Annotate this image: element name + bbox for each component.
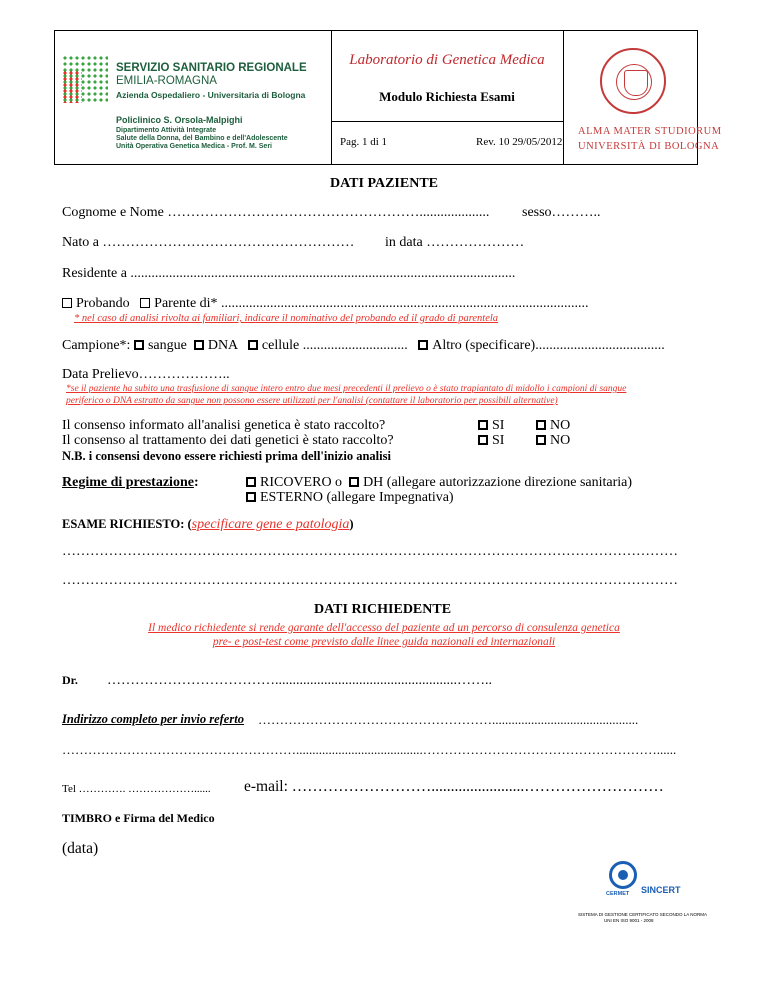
requester-note-line2: pre- e post-test come previsto dalle linee guida nazionali ed internazionali — [212, 636, 556, 648]
relative-field[interactable]: Parente di* ......................................................................................................... — [154, 296, 589, 311]
cermet-logo-icon — [609, 861, 637, 889]
yes-label: SI — [492, 433, 505, 448]
blood-checkbox[interactable] — [134, 340, 144, 350]
exam-line-2[interactable]: …………………………………………………………………………………………………………………… — [62, 573, 678, 588]
email-field[interactable]: e-mail: ………………………........................……………………… — [244, 778, 664, 795]
cert-line2: UNI EN ISO 9001 - 2008 — [604, 918, 654, 923]
consent-question-1: Il consenso informato all'analisi genetica è stato raccolto? — [62, 418, 386, 433]
exam-line-1[interactable]: …………………………………………………………………………………………………………………… — [62, 544, 678, 559]
consent1-yes-checkbox[interactable] — [478, 420, 488, 430]
hospital-name: Policlinico S. Orsola-Malpighi — [116, 115, 243, 125]
esterno-checkbox[interactable] — [246, 492, 256, 502]
cermet-label: CERMET — [606, 891, 630, 897]
page-number: Pag. 1 di 1 — [340, 136, 388, 148]
patient-name-field[interactable]: Cognome e Nome ……………………………………………….................... — [62, 205, 490, 220]
doctor-label: Dr. — [62, 673, 78, 687]
ausl-logo-accent — [62, 70, 82, 103]
proband-row — [62, 296, 589, 312]
proband-checkbox[interactable] — [62, 298, 72, 308]
consent1-no — [536, 418, 570, 434]
cert-line1: SISTEMA DI GESTIONE CERTIFICATO SECONDO LA NORMA — [578, 912, 708, 917]
consent-nb: N.B. i consensi devono essere richiesti prima dell'inizio analisi — [62, 449, 391, 463]
yes-label: SI — [492, 418, 505, 433]
dna-checkbox[interactable] — [194, 340, 204, 350]
address-field[interactable]: ………………………………………………............................................. — [258, 712, 639, 727]
requester-section-title: DATI RICHIEDENTE — [314, 602, 452, 617]
ricovero-label: RICOVERO o — [260, 475, 343, 490]
residence-field[interactable]: Residente a .............................................................................................................. — [62, 266, 516, 281]
regime-label-row — [62, 475, 199, 491]
exam-row: ESAME RICHIESTO: (specificare gene e patologia) — [62, 517, 354, 532]
consent1-no-checkbox[interactable] — [536, 420, 546, 430]
patient-section-title: DATI PAZIENTE — [330, 176, 439, 191]
no-label: NO — [550, 433, 571, 448]
draw-date-field[interactable]: Data Prelievo……………….. — [62, 367, 230, 382]
regime-row1 — [246, 475, 632, 491]
university-line1: ALMA MATER STUDIORUM — [578, 126, 722, 137]
university-seal-icon — [600, 48, 666, 114]
doctor-name-field[interactable]: ………………………………....................................................…….. — [107, 673, 492, 688]
cells-field[interactable]: cellule .............................. — [261, 338, 408, 353]
regime-colon: : — [193, 475, 199, 490]
no-label: NO — [550, 418, 571, 433]
consent2-yes — [478, 433, 504, 449]
revision: Rev. 10 29/05/2012 — [476, 136, 563, 148]
address-field-2[interactable]: ……………………………………………….......................................………………………………………………...... — [62, 742, 677, 757]
blood-label: sangue — [147, 338, 187, 353]
dept-line1: Dipartimento Attività Integrate — [116, 127, 217, 134]
exam-hint: specificare gene e patologia — [191, 517, 350, 532]
address-label: Indirizzo completo per invio referto — [62, 712, 244, 726]
org-line1: SERVIZIO SANITARIO REGIONALE — [116, 62, 307, 74]
relative-checkbox[interactable] — [140, 298, 150, 308]
patient-sex-field[interactable]: sesso……….. — [522, 205, 601, 220]
date-label: (data) — [62, 840, 99, 857]
consent2-no — [536, 433, 570, 449]
requester-note-line1: Il medico richiedente si rende garante dell'accesso del paziente ad un percorso di consulenza genetica — [148, 622, 620, 634]
consent2-no-checkbox[interactable] — [536, 435, 546, 445]
consent-question-2: Il consenso al trattamento dei dati genetici è stato raccolto? — [62, 433, 394, 448]
dh-checkbox[interactable] — [349, 477, 359, 487]
dh-label: DH (allegare autorizzazione direzione sanitaria) — [363, 475, 633, 490]
esterno-label: ESTERNO (allegare Impegnativa) — [260, 490, 454, 505]
sample-row — [62, 338, 665, 354]
birthdate-field[interactable]: in data ………………… — [385, 235, 525, 250]
regime-label: Regime di prestazione — [62, 475, 194, 490]
university-line2: UNIVERSITÀ DI BOLOGNA — [578, 141, 720, 152]
form-title: Modulo Richiesta Esami — [379, 89, 515, 104]
sample-label: Campione*: — [62, 338, 131, 353]
stamp-label: TIMBRO e Firma del Medico — [62, 811, 215, 825]
dept-line2: Salute della Donna, del Bambino e dell'Adolescente — [116, 135, 288, 142]
relative-note: * nel caso di analisi rivolta ai familiari, indicare il nominativo del probando ed il grado di parentela — [74, 313, 499, 324]
transfusion-note-line2: periferico o DNA estratto da sangue non possono essere utilizzati per l'analisi (contattare il laboratorio per possibili alternative) — [66, 396, 558, 406]
lab-title: Laboratorio di Genetica Medica — [349, 52, 545, 68]
dna-label: DNA — [207, 338, 238, 353]
cells-checkbox[interactable] — [248, 340, 258, 350]
proband-label: Probando — [76, 296, 130, 311]
phone-field[interactable]: Tel …………. ………………...... — [62, 783, 211, 795]
dept-line3: Unità Operativa Genetica Medica - Prof. M. Seri — [116, 143, 272, 150]
transfusion-note-line1: *se il paziente ha subito una trasfusione di sangue intero entro due mesi precedenti il prelievo o è stato trapiantato di midollo i campioni di sangue — [66, 384, 627, 394]
birthplace-field[interactable]: Nato a ……………………………………………… — [62, 235, 355, 250]
exam-label: ESAME RICHIESTO — [62, 517, 181, 531]
regime-row2 — [246, 490, 454, 506]
other-checkbox[interactable] — [418, 340, 428, 350]
sincert-label: SINCERT — [641, 885, 681, 895]
consent1-yes — [478, 418, 504, 434]
other-field[interactable]: Altro (specificare)..................................... — [432, 338, 665, 353]
consent2-yes-checkbox[interactable] — [478, 435, 488, 445]
ricovero-checkbox[interactable] — [246, 477, 256, 487]
org-line2: EMILIA-ROMAGNA — [116, 75, 217, 87]
org-line3: Azienda Ospedaliero - Universitaria di Bologna — [116, 90, 306, 100]
